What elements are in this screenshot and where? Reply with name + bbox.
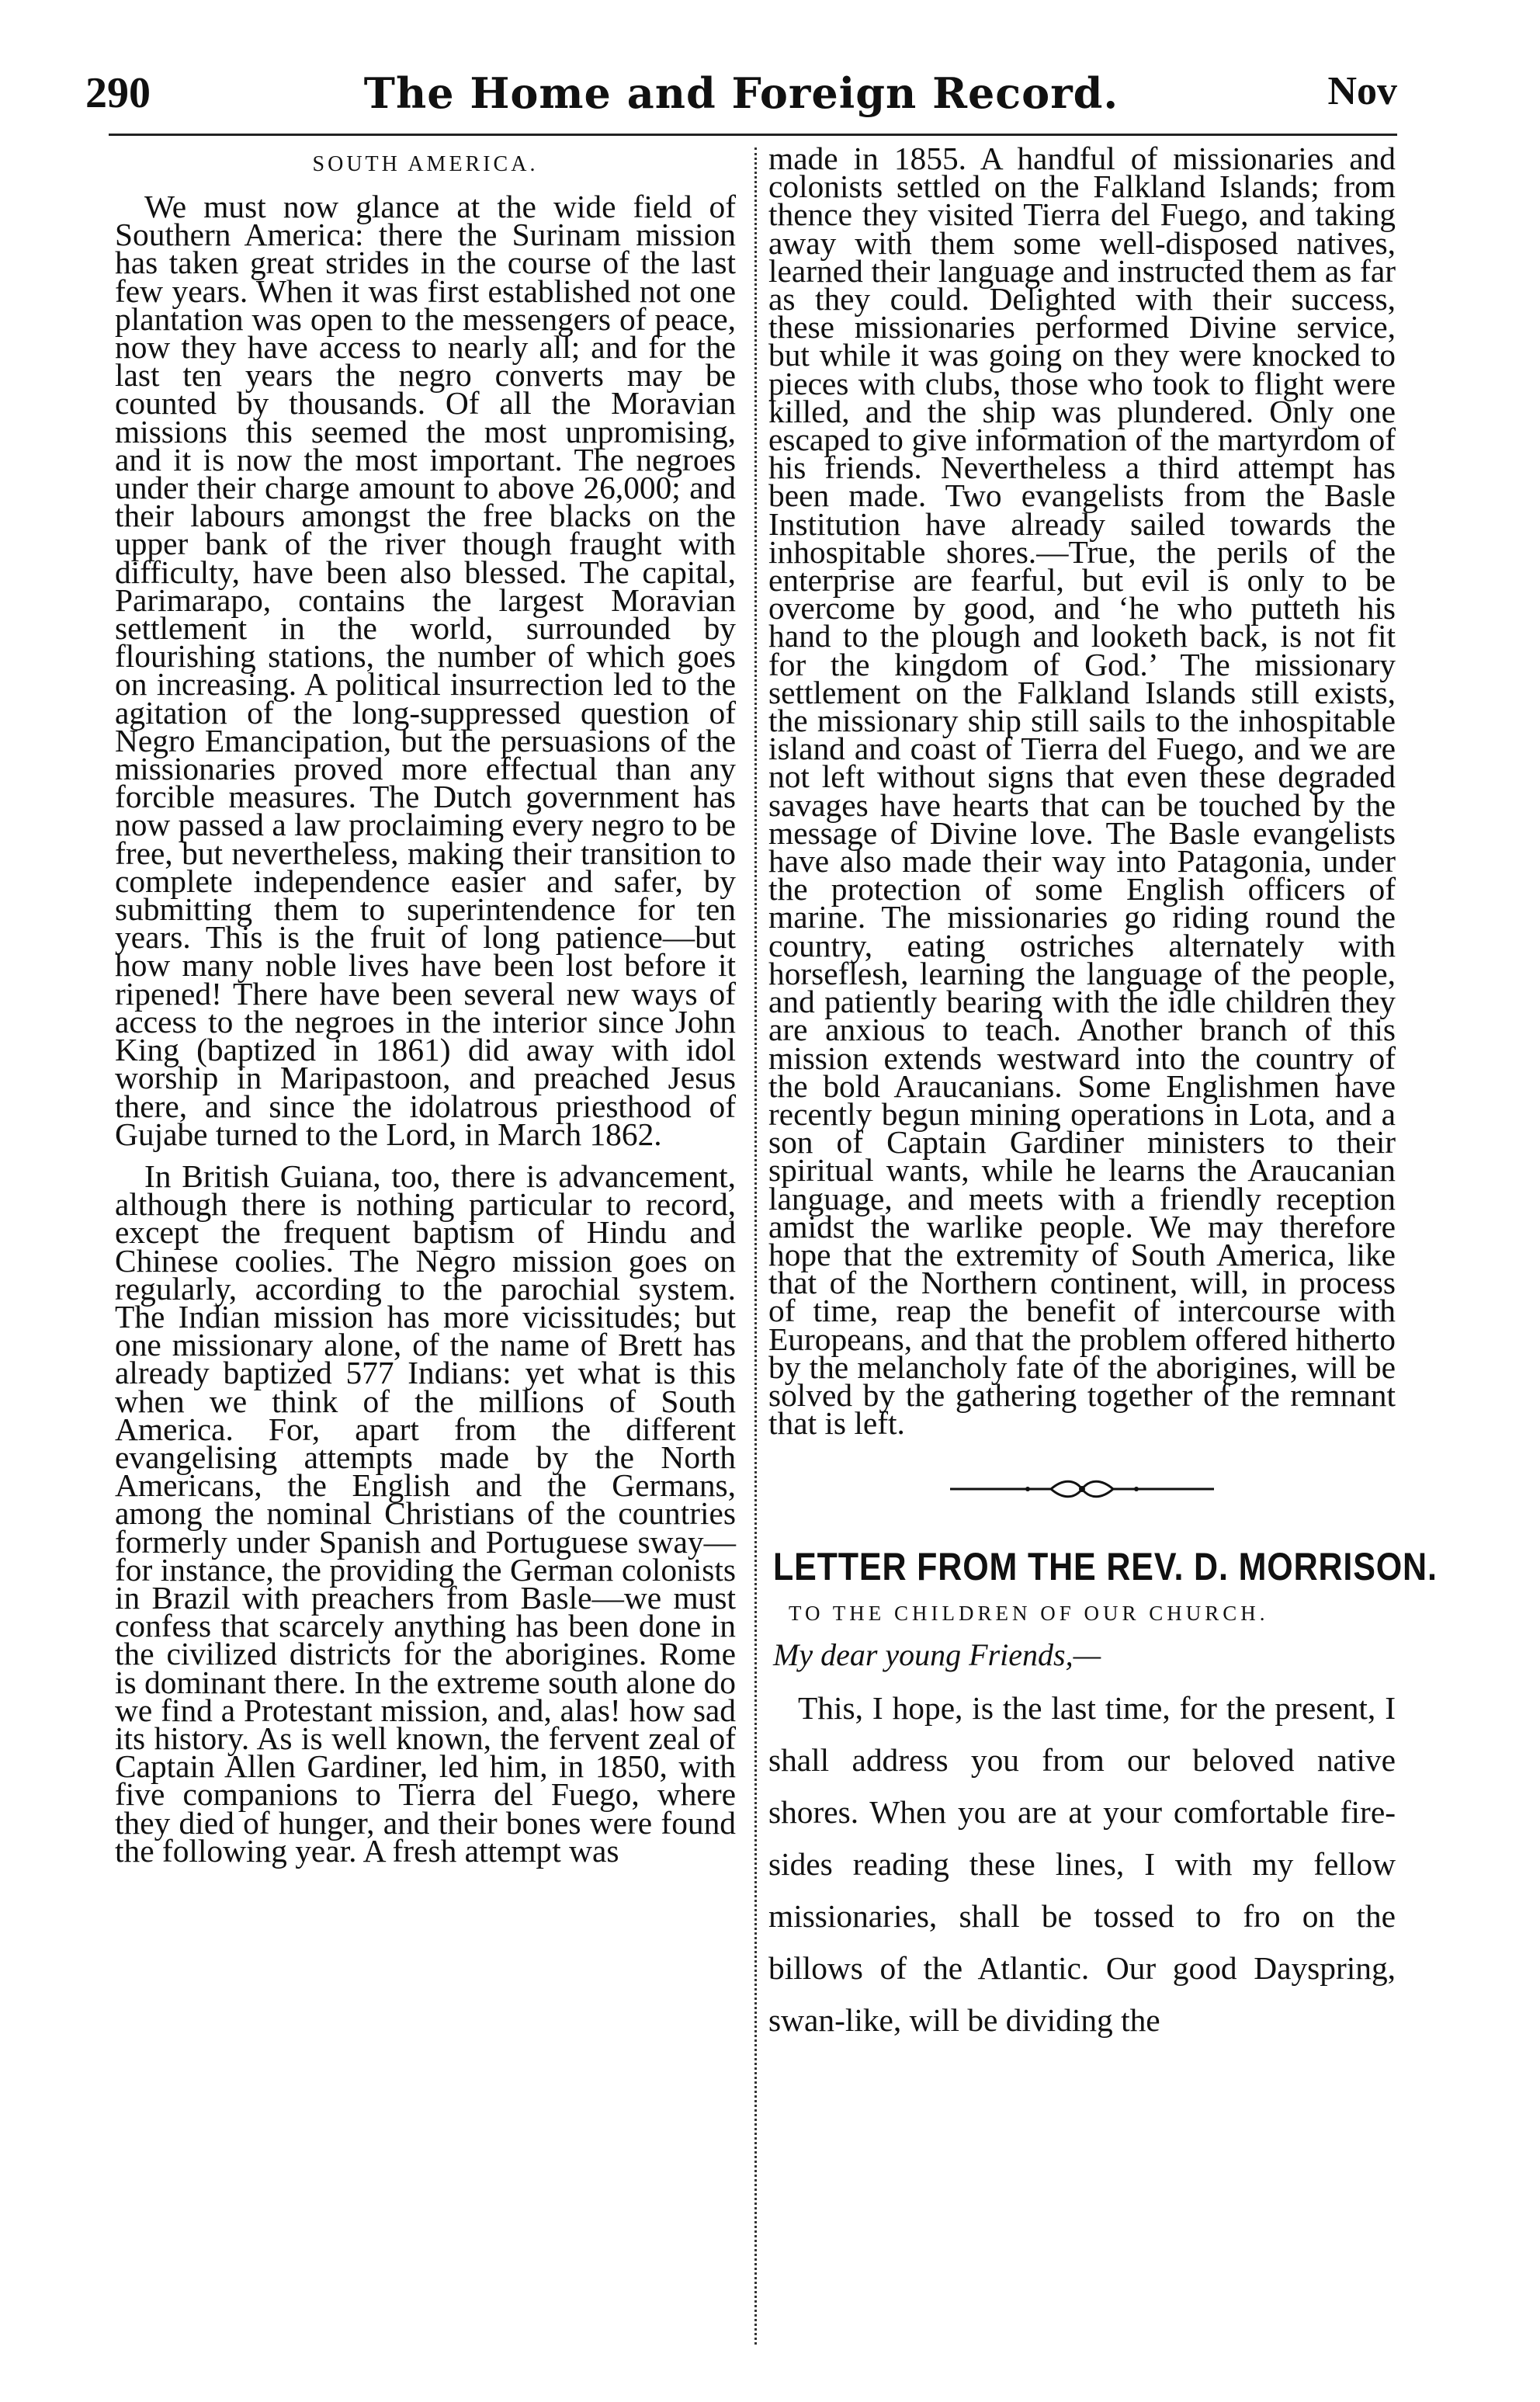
- article-paragraph-text: In British Guiana, too, there is advancement, although there is nothing particular to record, except the frequent baptism of Hindu and Chinese coolies. The Negro mission goes on regularly, according to the parochial system. The Indian mission has more vicissitudes; but one missionary alone, of the name of Brett has already baptized 577 Indians: yet what is this when we think of the millions of South America. For, apart from the different evangelising attempts made by the North Americans, the English and the Germans, among the nominal Christians of the countries formerly under Spanish and Portuguese sway—for instance, the providing the German colonists in Brazil with preachers from Basle—we must confess that scarcely anything has been done in the civilized districts for the aborigines. Rome is dominant there. In the extreme south alone do we find a Protestant mission, and, alas! how sad its history. As is well known, the fervent zeal of Captain Allen Gardiner, led him, in 1850, with five companions to Tierra del Fuego, where they died of hunger, and their bones were found the following year. A fresh attempt was: [115, 1158, 736, 1869]
- letter-title: LETTER FROM THE REV. D. MORRISON.: [773, 1545, 1438, 1589]
- header-rule: [109, 134, 1397, 136]
- article-paragraph-continued: made in 1855. A handful of missionaries and colonists settled on the Falkland Islands; from thence they visited Tierra del Fuego, and taking away with them some well-disposed natives, learned their language and instructed them as far as they could. Delighted with their success, these missionaries performed Divine service, but while it was going on they were knocked to pieces with clubs, those who took to flight were killed, and the ship was plundered. Only one escaped to give information of the martyrdom of his friends. Nevertheless a third attempt has been made. Two evangelists from the Basle Institution have already sailed towards the inhospitable shores.—True, the perils of the enterprise are fearful, but evil is only to be overcome by good, and ‘he who putteth his hand to the plough and looketh back, is not fit for the kingdom of God.’ The missionary settlement on the Falkland Islands still exists, the missionary ship still sails to the inhospitable island and coast of Tierra del Fuego, and we are not left without signs that even these degraded savages have hearts that can be touched by the message of Divine love. The Basle evangelists have also made their way into Patagonia, under the protection of some English officers of marine. The missionaries go riding round the country, eating ostriches alternately with horseflesh, learning the language of the people, and patiently bearing with the idle children they are anxious to teach. Another branch of this mission extends westward into the country of the bold Araucanians. Some Englishmen have recently begun mining operations in Lota, and a son of Captain Gardiner ministers to their spiritual wants, while he learns the Araucanian language, and meets with a friendly reception amidst the warlike people. We may therefore hope that the extremity of South America, like that of the Northern continent, will, in process of time, reap the benefit of intercourse with Europeans, and that the problem offered hitherto by the melancholy fate of the aborigines, will be solved by the gathering together of the remnant that is left.: [768, 141, 1396, 1442]
- running-head-month: Nov: [1327, 69, 1397, 113]
- running-head: [85, 68, 1397, 130]
- article-paragraph: [115, 189, 736, 1152]
- letter-paragraph: [768, 1682, 1396, 2046]
- page-number: 290: [85, 69, 151, 117]
- left-column: [115, 144, 736, 1869]
- article-paragraph: [115, 1158, 736, 1869]
- letter-subtitle: TO THE CHILDREN OF OUR CHURCH.: [789, 1602, 1269, 1626]
- letter-salutation: My dear young Friends,—: [773, 1637, 1101, 1673]
- article-paragraph-text: We must now glance at the wide field of Southern America: there the Surinam mission has taken great strides in the course of the last few years. When it was first established not one plantation was open to the messengers of peace, now they have access to nearly all; and for the last ten years the negro converts may be counted by thousands. Of all the Moravian missions this seemed the most unpromising, and it is now the most important. The negroes under their charge amount to above 26,000; and their labours amongst the free blacks on the upper bank of the river though fraught with difficulty, have been also blessed. The capital, Parimarapo, contains the largest Moravian settlement in the world, surrounded by flourishing stations, the number of which goes on increasing. A political insurrection led to the agitation of the long-suppressed question of Negro Emancipation, but the persuasions of the missionaries proved more effectual than any forcible measures. The Dutch government has now passed a law proclaiming every negro to be free, but nevertheless, making their transition to complete independence easier and safer, by submitting them to superintendence for ten years. This is the fruit of long patience—but how many noble lives have been lost before it ripened! There have been several new ways of access to the negroes in the interior since John King (baptized in 1861) did away with idol worship in Maripastoon, and preached Jesus there, and since the idolatrous priesthood of Gujabe turned to the Lord, in March 1862.: [115, 189, 736, 1152]
- right-column: [768, 141, 1438, 2046]
- column-divider: [754, 148, 757, 2345]
- ornamental-divider: [942, 1477, 1222, 1501]
- section-heading: SOUTH AMERICA.: [312, 152, 539, 176]
- letter-paragraph-text: This, I hope, is the last time, for the present, I shall address you from our beloved native shores. When you are at your comfortable fire-sides reading these lines, I with my fellow missionaries, shall be tossed to fro on the billows of the Atlantic. Our good Dayspring, swan-like, will be dividing the: [768, 1690, 1396, 2039]
- journal-title: The Home and Foreign Record.: [363, 68, 1119, 118]
